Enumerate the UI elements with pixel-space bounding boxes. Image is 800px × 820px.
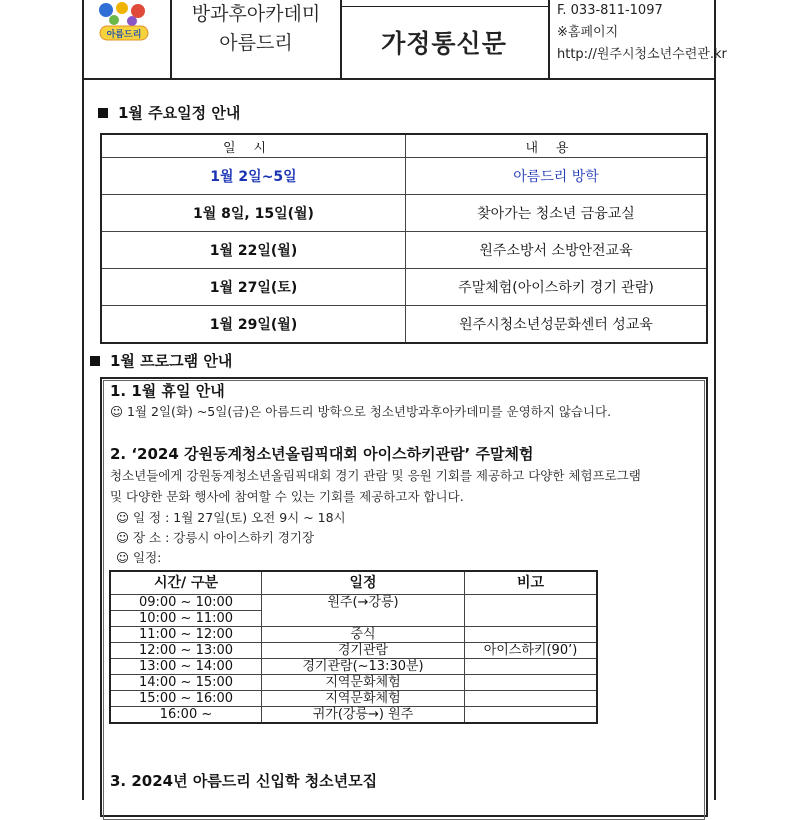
table-row [101, 306, 707, 344]
header-divider [548, 0, 550, 80]
timetable-note [465, 675, 598, 691]
timetable-time: 13:00 ~ 14:00 [110, 659, 262, 675]
timetable-note [465, 691, 598, 707]
weekend-title: 2. ‘2024 강원동계청소년올림픽대회 아이스하키관람’ 주말체험 [110, 445, 534, 463]
table-row [101, 232, 707, 269]
timetable-time: 16:00 ~ [110, 707, 262, 724]
timetable-time: 14:00 ~ 15:00 [110, 675, 262, 691]
table-header-row [101, 134, 707, 158]
weekend-date: ☺ 일 정 : 1월 27일(토) 오전 9시 ~ 18시 [116, 510, 346, 525]
table-row [110, 627, 597, 643]
col-content-header: 내용 [406, 134, 708, 158]
academy-line2: 아름드리 [219, 32, 293, 54]
schedule-date: 1월 22일(월) [101, 232, 406, 269]
schedule-content: 원주소방서 소방안전교육 [406, 232, 708, 269]
timetable-time: 09:00 ~ 10:00 [110, 595, 262, 611]
schedule-content: 아름드리 방학 [406, 158, 708, 195]
table-row [101, 195, 707, 232]
timetable-sched: 중식 [262, 627, 465, 643]
schedule-content: 원주시청소년성문화센터 성교육 [406, 306, 708, 344]
holiday-title: 1. 1월 휴일 안내 [110, 382, 225, 400]
schedule-content: 찾아가는 청소년 금융교실 [406, 195, 708, 232]
table-row [101, 158, 707, 195]
holiday-text: ☺ 1월 2일(화) ~5일(금)은 아름드리 방학으로 청소년방과후아카데미를 운영하지 않습니다. [110, 404, 612, 419]
timetable-sched: 귀가(강릉→) 원주 [262, 707, 465, 724]
logo-icon [92, 0, 156, 42]
timetable-note [465, 595, 598, 627]
timetable-sched: 지역문화체험 [262, 675, 465, 691]
timetable-sched: 지역문화체험 [262, 691, 465, 707]
academy-name [172, 0, 340, 58]
table-row [110, 707, 597, 724]
schedule-table [100, 133, 708, 344]
table-row [110, 659, 597, 675]
timetable-header-row [110, 571, 597, 595]
table-row [110, 675, 597, 691]
bullet-square-icon [98, 108, 108, 118]
timetable-time: 12:00 ~ 13:00 [110, 643, 262, 659]
weekend-schedule-label: ☺ 일정: [116, 550, 162, 565]
timetable-note [465, 659, 598, 675]
table-row [101, 269, 707, 306]
logo-text: 아름드리 [106, 30, 142, 40]
header-divider [340, 6, 548, 7]
timetable-note [465, 707, 598, 724]
fax-number: F. 033-811-1097 [557, 3, 663, 18]
timetable-sched: 원주(→강릉) [262, 595, 465, 627]
schedule-date: 1월 2일~5일 [101, 158, 406, 195]
recruit-title: 3. 2024년 아름드리 신입학 청소년모집 [110, 772, 378, 790]
table-row [110, 595, 597, 611]
header-divider [82, 78, 716, 80]
timetable-head-sched: 일정 [262, 571, 465, 595]
timetable-time: 10:00 ~ 11:00 [110, 611, 262, 627]
timetable-head-time: 시간/ 구분 [110, 571, 262, 595]
table-row [110, 643, 597, 659]
page-title: 가정통신문 [381, 29, 507, 58]
schedule-date: 1월 29일(월) [101, 306, 406, 344]
academy-line1: 방과후아카데미 [191, 3, 321, 25]
contact-info [557, 0, 727, 66]
timetable-time: 11:00 ~ 12:00 [110, 627, 262, 643]
program-section-title: 1월 프로그램 안내 [90, 350, 232, 371]
homepage-url[interactable]: http://원주시청소년수련관.kr [557, 47, 727, 62]
timetable-time: 15:00 ~ 16:00 [110, 691, 262, 707]
timetable [109, 570, 598, 724]
weekend-desc-line2: 및 다양한 문화 행사에 참여할 수 있는 기회를 제공하고자 합니다. [110, 489, 464, 504]
table-row [110, 691, 597, 707]
timetable-head-note: 비고 [465, 571, 598, 595]
homepage-label: ※홈페이지 [557, 25, 619, 40]
timetable-note [465, 627, 598, 643]
schedule-content: 주말체험(아이스하키 경기 관람) [406, 269, 708, 306]
schedule-section-title: 1월 주요일정 안내 [98, 102, 240, 123]
timetable-sched: 경기관람(~13:30분) [262, 659, 465, 675]
schedule-date: 1월 8일, 15일(월) [101, 195, 406, 232]
timetable-note: 아이스하키(90’) [465, 643, 598, 659]
weekend-desc-line1: 청소년들에게 강원동계청소년올림픽대회 경기 관람 및 응원 기회를 제공하고 다양한 체험프로그램 [110, 468, 641, 483]
schedule-date: 1월 27일(토) [101, 269, 406, 306]
weekend-place: ☺ 장 소 : 강릉시 아이스하키 경기장 [116, 530, 315, 545]
bullet-square-icon [90, 356, 100, 366]
timetable-sched: 경기관람 [262, 643, 465, 659]
col-date-header: 일시 [101, 134, 406, 158]
